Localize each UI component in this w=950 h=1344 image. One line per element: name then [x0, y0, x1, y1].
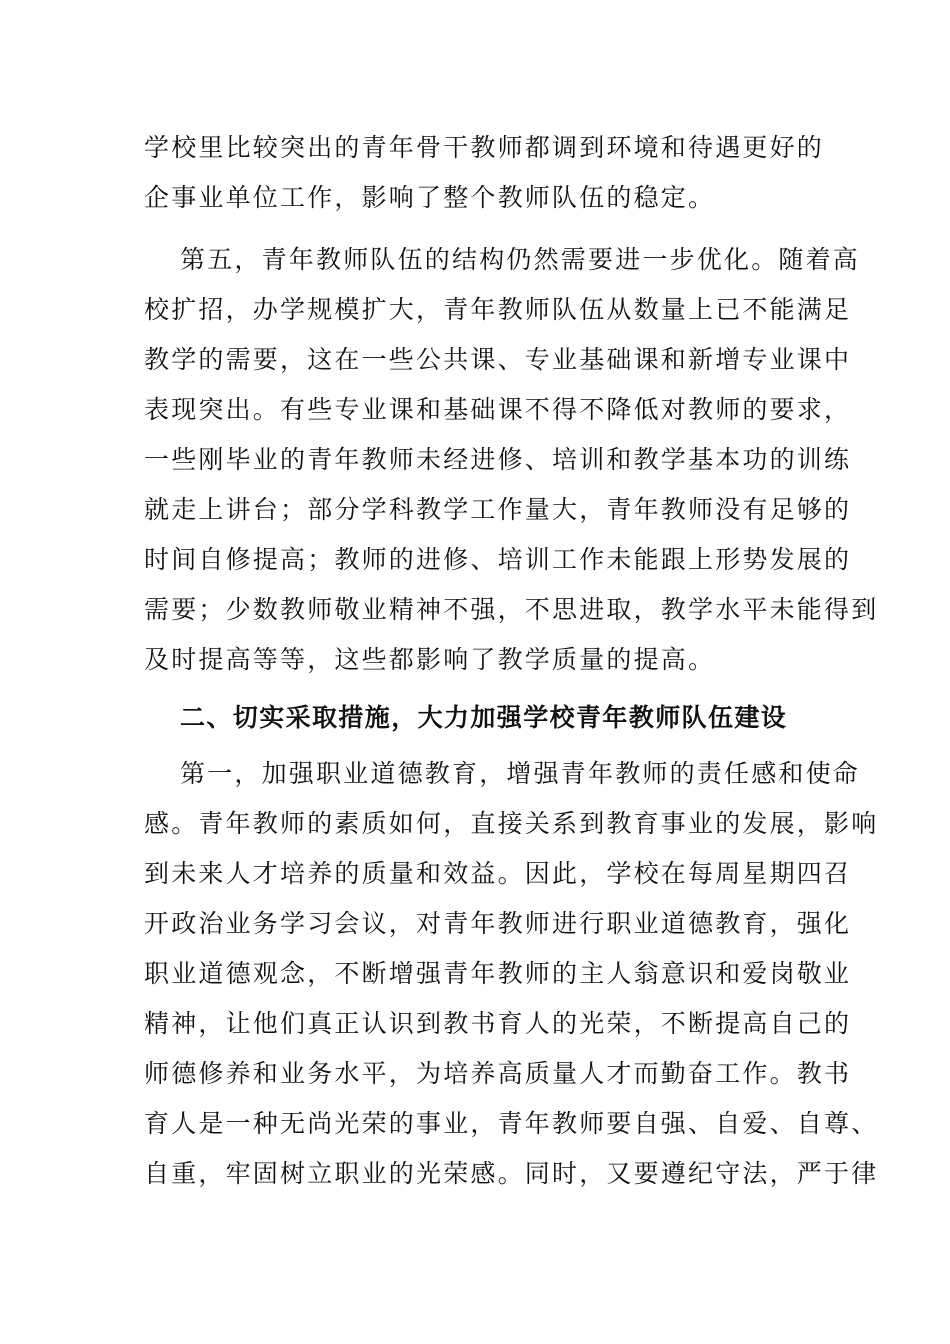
body-text-line: 就走上讲台；部分学科教学工作量大，青年教师没有足够的: [144, 495, 852, 524]
body-text-line: 需要；少数教师敬业精神不强，不思进取，教学水平未能得到: [144, 595, 879, 624]
body-text-line: 职业道德观念，不断增强青年教师的主人翁意识和爱岗敬业: [144, 959, 852, 988]
paragraph-fifth-first-line: 第五，青年教师队伍的结构仍然需要进一步优化。随着高: [180, 245, 861, 274]
body-text-line: 精神，让他们真正认识到教书育人的光荣，不断提高自己的: [144, 1009, 852, 1038]
body-text-line: 感。青年教师的素质如何，直接关系到教育事业的发展，影响: [144, 809, 879, 838]
body-text-line: 到未来人才培养的质量和效益。因此，学校在每周星期四召: [144, 859, 852, 888]
body-text-line: 校扩招，办学规模扩大，青年教师队伍从数量上已不能满足: [144, 295, 852, 324]
body-text-line: 教学的需要，这在一些公共课、专业基础课和新增专业课中: [144, 345, 852, 374]
body-text-line: 开政治业务学习会议，对青年教师进行职业道德教育，强化: [144, 909, 852, 938]
body-text-line: 表现突出。有些专业课和基础课不得不降低对教师的要求，: [144, 395, 852, 424]
body-text-line: 学校里比较突出的青年骨干教师都调到环境和待遇更好的: [144, 133, 825, 162]
body-text-line: 一些刚毕业的青年教师未经进修、培训和教学基本功的训练: [144, 445, 852, 474]
body-text-line: 企事业单位工作，影响了整个教师队伍的稳定。: [144, 183, 716, 212]
body-text-line: 自重，牢固树立职业的光荣感。同时，又要遵纪守法，严于律: [144, 1159, 879, 1188]
body-text-line: 师德修养和业务水平，为培养高质量人才而勤奋工作。教书: [144, 1059, 852, 1088]
section-heading: 二、切实采取措施，大力加强学校青年教师队伍建设: [180, 703, 788, 732]
body-text-line: 育人是一种无尚光荣的事业，青年教师要自强、自爱、自尊、: [144, 1109, 879, 1138]
body-text-line: 及时提高等等，这些都影响了教学质量的提高。: [144, 645, 716, 674]
paragraph-first-first-line: 第一，加强职业道德教育，增强青年教师的责任感和使命: [180, 759, 861, 788]
body-text-line: 时间自修提高；教师的进修、培训工作未能跟上形势发展的: [144, 545, 852, 574]
